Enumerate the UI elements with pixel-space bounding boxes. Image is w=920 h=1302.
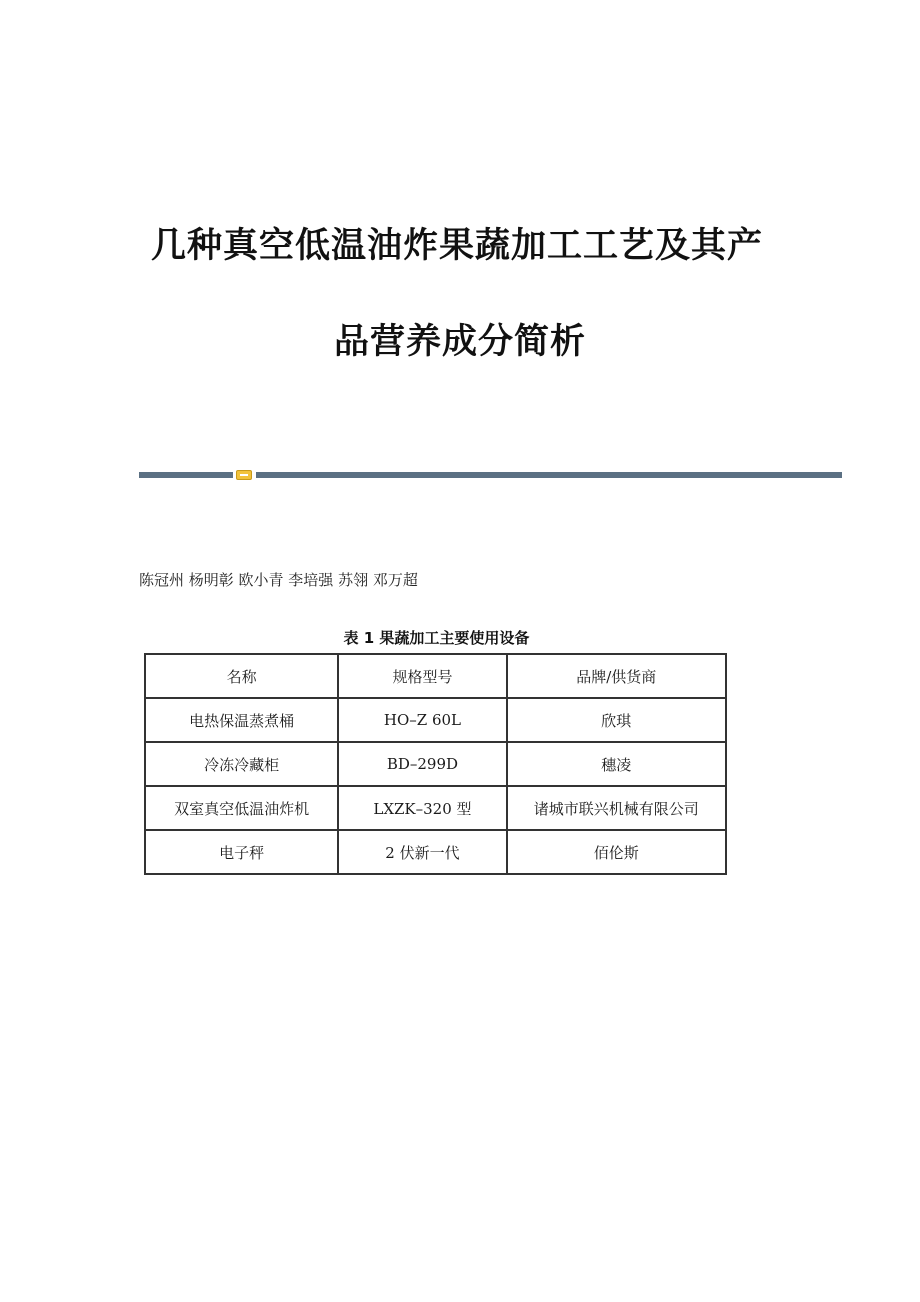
table-cell: 2 伏新一代 xyxy=(338,830,506,874)
header-cell-brand: 品牌/供货商 xyxy=(507,654,726,698)
envelope-icon xyxy=(236,470,252,480)
table-row xyxy=(145,830,726,874)
table-cell: 欣琪 xyxy=(507,698,726,742)
document-title-line-2: 品营养成分简析 xyxy=(333,321,586,362)
table-cell: 穗凌 xyxy=(507,742,726,786)
table-caption: 表 1 果蔬加工主要使用设备 xyxy=(343,629,530,647)
table-cell: 电子秤 xyxy=(145,830,338,874)
header-cell-model: 规格型号 xyxy=(338,654,506,698)
divider-bar-left xyxy=(139,472,233,478)
table-cell: 佰伦斯 xyxy=(507,830,726,874)
header-cell-name: 名称 xyxy=(145,654,338,698)
table-header-row xyxy=(145,654,726,698)
equipment-table xyxy=(144,653,727,875)
table-cell: 冷冻冷藏柜 xyxy=(145,742,338,786)
table-cell: HO–Z 60L xyxy=(338,698,506,742)
divider-bar-right xyxy=(256,472,842,478)
author-list: 陈冠州 杨明彰 欧小青 李培强 苏翎 邓万超 xyxy=(139,571,418,589)
table-cell: 双室真空低温油炸机 xyxy=(145,786,338,830)
table-cell: BD–299D xyxy=(338,742,506,786)
table-row xyxy=(145,698,726,742)
table-cell: 电热保温蒸煮桶 xyxy=(145,698,338,742)
title-divider xyxy=(139,471,842,479)
table-cell: 诸城市联兴机械有限公司 xyxy=(507,786,726,830)
document-title-line-1: 几种真空低温油炸果蔬加工工艺及其产 xyxy=(150,225,763,266)
table-row xyxy=(145,786,726,830)
table-row xyxy=(145,742,726,786)
table-cell: LXZK–320 型 xyxy=(338,786,506,830)
